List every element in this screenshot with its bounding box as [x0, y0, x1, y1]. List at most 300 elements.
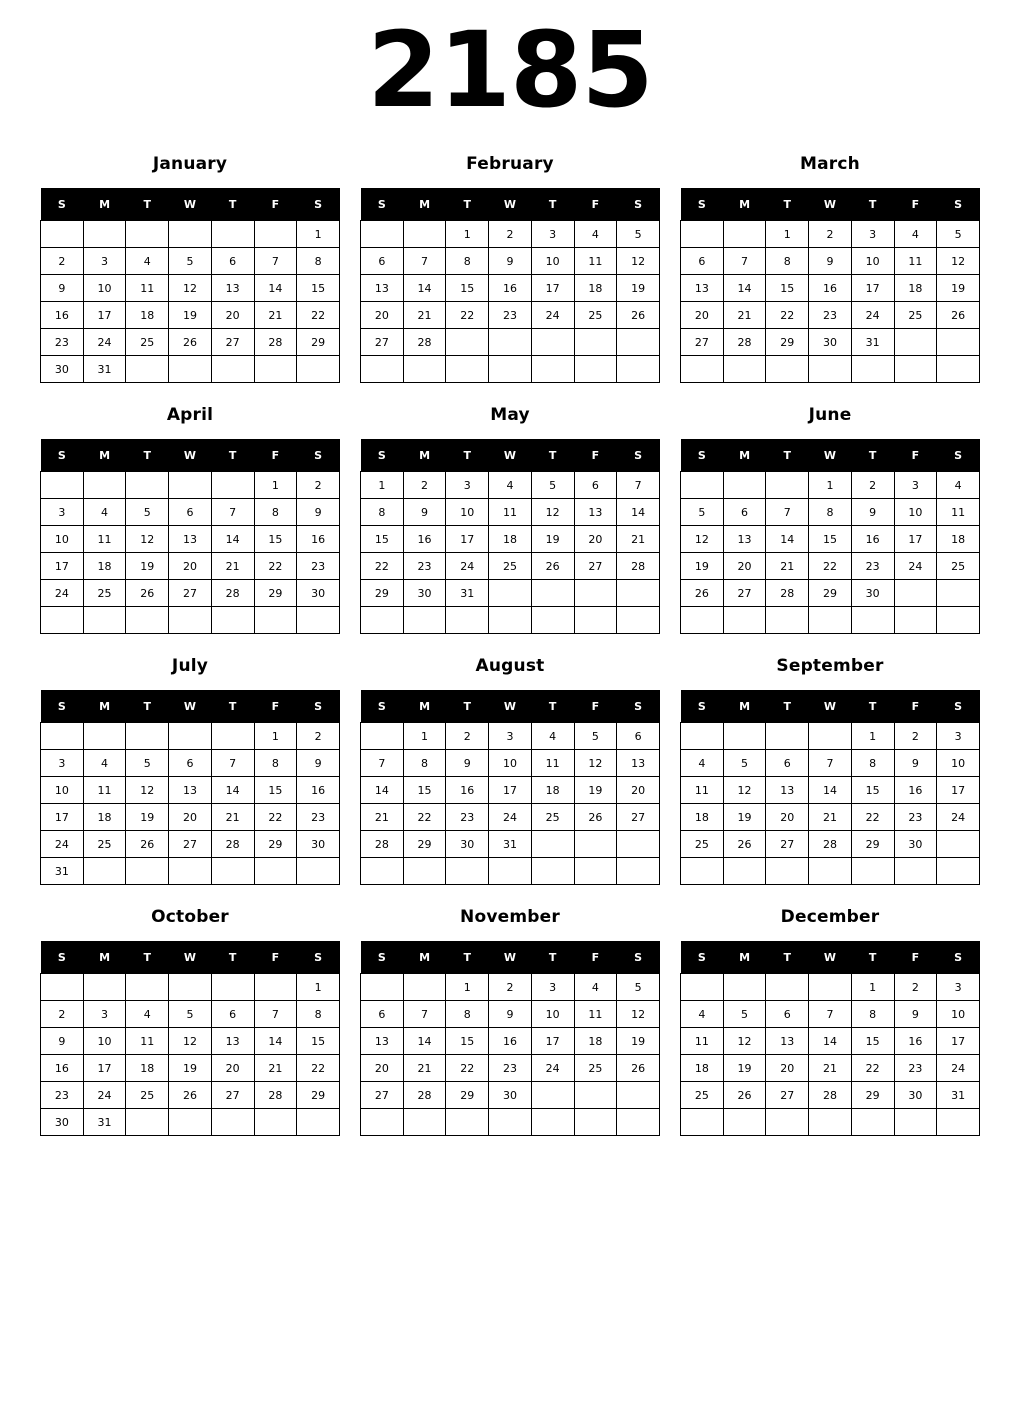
day-cell[interactable]: 5 — [617, 221, 660, 248]
day-cell[interactable]: 1 — [851, 974, 894, 1001]
day-cell[interactable]: 14 — [809, 777, 852, 804]
day-cell[interactable]: 5 — [531, 472, 574, 499]
day-cell[interactable]: 2 — [403, 472, 446, 499]
day-cell[interactable]: 22 — [254, 804, 297, 831]
day-cell[interactable]: 23 — [297, 804, 340, 831]
day-cell[interactable]: 31 — [937, 1082, 980, 1109]
day-cell[interactable]: 16 — [297, 526, 340, 553]
day-cell[interactable]: 27 — [169, 580, 212, 607]
day-cell[interactable]: 3 — [83, 1001, 126, 1028]
day-cell[interactable]: 19 — [723, 804, 766, 831]
day-cell[interactable]: 2 — [41, 248, 84, 275]
day-cell[interactable]: 18 — [126, 302, 169, 329]
day-cell[interactable]: 7 — [254, 248, 297, 275]
day-cell[interactable]: 13 — [169, 526, 212, 553]
day-cell[interactable]: 1 — [446, 221, 489, 248]
day-cell[interactable]: 1 — [809, 472, 852, 499]
day-cell[interactable]: 15 — [297, 1028, 340, 1055]
day-cell[interactable]: 24 — [446, 553, 489, 580]
day-cell[interactable]: 15 — [446, 1028, 489, 1055]
day-cell[interactable]: 26 — [531, 553, 574, 580]
day-cell[interactable]: 15 — [403, 777, 446, 804]
day-cell[interactable]: 18 — [489, 526, 532, 553]
day-cell[interactable]: 11 — [83, 526, 126, 553]
day-cell[interactable]: 9 — [894, 1001, 937, 1028]
day-cell[interactable]: 4 — [83, 499, 126, 526]
day-cell[interactable]: 14 — [723, 275, 766, 302]
day-cell[interactable]: 13 — [211, 1028, 254, 1055]
day-cell[interactable]: 21 — [254, 302, 297, 329]
day-cell[interactable]: 19 — [126, 553, 169, 580]
day-cell[interactable]: 21 — [617, 526, 660, 553]
day-cell[interactable]: 30 — [41, 356, 84, 383]
day-cell[interactable]: 21 — [809, 804, 852, 831]
day-cell[interactable]: 20 — [723, 553, 766, 580]
day-cell[interactable]: 23 — [446, 804, 489, 831]
day-cell[interactable]: 27 — [211, 1082, 254, 1109]
day-cell[interactable]: 17 — [851, 275, 894, 302]
day-cell[interactable]: 10 — [531, 248, 574, 275]
day-cell[interactable]: 5 — [681, 499, 724, 526]
day-cell[interactable]: 19 — [937, 275, 980, 302]
day-cell[interactable]: 13 — [723, 526, 766, 553]
day-cell[interactable]: 23 — [809, 302, 852, 329]
day-cell[interactable]: 27 — [723, 580, 766, 607]
day-cell[interactable]: 22 — [851, 804, 894, 831]
day-cell[interactable]: 9 — [446, 750, 489, 777]
day-cell[interactable]: 13 — [211, 275, 254, 302]
day-cell[interactable]: 7 — [361, 750, 404, 777]
day-cell[interactable]: 12 — [681, 526, 724, 553]
day-cell[interactable]: 23 — [297, 553, 340, 580]
day-cell[interactable]: 15 — [446, 275, 489, 302]
day-cell[interactable]: 25 — [489, 553, 532, 580]
day-cell[interactable]: 8 — [851, 1001, 894, 1028]
day-cell[interactable]: 17 — [531, 1028, 574, 1055]
day-cell[interactable]: 24 — [83, 329, 126, 356]
day-cell[interactable]: 22 — [297, 302, 340, 329]
day-cell[interactable]: 6 — [211, 248, 254, 275]
day-cell[interactable]: 23 — [489, 1055, 532, 1082]
day-cell[interactable]: 8 — [297, 1001, 340, 1028]
day-cell[interactable]: 5 — [126, 499, 169, 526]
day-cell[interactable]: 23 — [41, 1082, 84, 1109]
day-cell[interactable]: 30 — [809, 329, 852, 356]
day-cell[interactable]: 26 — [126, 580, 169, 607]
day-cell[interactable]: 20 — [211, 302, 254, 329]
day-cell[interactable]: 28 — [809, 831, 852, 858]
day-cell[interactable]: 14 — [254, 275, 297, 302]
day-cell[interactable]: 2 — [894, 974, 937, 1001]
day-cell[interactable]: 15 — [851, 777, 894, 804]
day-cell[interactable]: 22 — [403, 804, 446, 831]
day-cell[interactable]: 14 — [403, 1028, 446, 1055]
day-cell[interactable]: 8 — [766, 248, 809, 275]
day-cell[interactable]: 5 — [617, 974, 660, 1001]
day-cell[interactable]: 24 — [41, 831, 84, 858]
day-cell[interactable]: 12 — [723, 1028, 766, 1055]
day-cell[interactable]: 1 — [361, 472, 404, 499]
day-cell[interactable]: 15 — [254, 777, 297, 804]
day-cell[interactable]: 7 — [403, 1001, 446, 1028]
day-cell[interactable]: 18 — [574, 1028, 617, 1055]
day-cell[interactable]: 26 — [617, 302, 660, 329]
day-cell[interactable]: 24 — [489, 804, 532, 831]
day-cell[interactable]: 7 — [254, 1001, 297, 1028]
day-cell[interactable]: 14 — [403, 275, 446, 302]
day-cell[interactable]: 20 — [169, 804, 212, 831]
day-cell[interactable]: 10 — [83, 275, 126, 302]
day-cell[interactable]: 19 — [169, 1055, 212, 1082]
day-cell[interactable]: 6 — [169, 499, 212, 526]
day-cell[interactable]: 9 — [809, 248, 852, 275]
day-cell[interactable]: 23 — [41, 329, 84, 356]
day-cell[interactable]: 25 — [681, 831, 724, 858]
day-cell[interactable]: 14 — [211, 777, 254, 804]
day-cell[interactable]: 4 — [937, 472, 980, 499]
day-cell[interactable]: 19 — [574, 777, 617, 804]
day-cell[interactable]: 25 — [937, 553, 980, 580]
day-cell[interactable]: 28 — [211, 831, 254, 858]
day-cell[interactable]: 28 — [254, 329, 297, 356]
day-cell[interactable]: 13 — [361, 275, 404, 302]
day-cell[interactable]: 30 — [297, 831, 340, 858]
day-cell[interactable]: 15 — [809, 526, 852, 553]
day-cell[interactable]: 2 — [894, 723, 937, 750]
day-cell[interactable]: 12 — [617, 1001, 660, 1028]
day-cell[interactable]: 25 — [894, 302, 937, 329]
day-cell[interactable]: 4 — [681, 1001, 724, 1028]
day-cell[interactable]: 8 — [403, 750, 446, 777]
day-cell[interactable]: 15 — [361, 526, 404, 553]
day-cell[interactable]: 9 — [489, 1001, 532, 1028]
day-cell[interactable]: 6 — [681, 248, 724, 275]
day-cell[interactable]: 9 — [297, 499, 340, 526]
day-cell[interactable]: 8 — [254, 750, 297, 777]
day-cell[interactable]: 21 — [723, 302, 766, 329]
day-cell[interactable]: 26 — [681, 580, 724, 607]
day-cell[interactable]: 21 — [403, 302, 446, 329]
day-cell[interactable]: 21 — [211, 553, 254, 580]
day-cell[interactable]: 17 — [41, 804, 84, 831]
day-cell[interactable]: 12 — [574, 750, 617, 777]
day-cell[interactable]: 11 — [681, 777, 724, 804]
day-cell[interactable]: 8 — [446, 248, 489, 275]
day-cell[interactable]: 18 — [574, 275, 617, 302]
day-cell[interactable]: 27 — [361, 329, 404, 356]
day-cell[interactable]: 14 — [211, 526, 254, 553]
day-cell[interactable]: 3 — [851, 221, 894, 248]
day-cell[interactable]: 11 — [894, 248, 937, 275]
day-cell[interactable]: 19 — [617, 1028, 660, 1055]
day-cell[interactable]: 4 — [681, 750, 724, 777]
day-cell[interactable]: 25 — [83, 580, 126, 607]
day-cell[interactable]: 31 — [83, 356, 126, 383]
day-cell[interactable]: 11 — [681, 1028, 724, 1055]
day-cell[interactable]: 5 — [723, 1001, 766, 1028]
day-cell[interactable]: 23 — [489, 302, 532, 329]
day-cell[interactable]: 15 — [254, 526, 297, 553]
day-cell[interactable]: 17 — [83, 302, 126, 329]
day-cell[interactable]: 24 — [894, 553, 937, 580]
day-cell[interactable]: 11 — [937, 499, 980, 526]
day-cell[interactable]: 31 — [41, 858, 84, 885]
day-cell[interactable]: 22 — [766, 302, 809, 329]
day-cell[interactable]: 23 — [894, 804, 937, 831]
day-cell[interactable]: 17 — [489, 777, 532, 804]
day-cell[interactable]: 31 — [851, 329, 894, 356]
day-cell[interactable]: 9 — [489, 248, 532, 275]
day-cell[interactable]: 30 — [297, 580, 340, 607]
day-cell[interactable]: 4 — [574, 221, 617, 248]
day-cell[interactable]: 24 — [937, 804, 980, 831]
day-cell[interactable]: 28 — [254, 1082, 297, 1109]
day-cell[interactable]: 28 — [766, 580, 809, 607]
day-cell[interactable]: 29 — [851, 831, 894, 858]
day-cell[interactable]: 12 — [126, 526, 169, 553]
day-cell[interactable]: 6 — [211, 1001, 254, 1028]
day-cell[interactable]: 16 — [41, 1055, 84, 1082]
day-cell[interactable]: 1 — [851, 723, 894, 750]
day-cell[interactable]: 30 — [41, 1109, 84, 1136]
day-cell[interactable]: 11 — [489, 499, 532, 526]
day-cell[interactable]: 17 — [894, 526, 937, 553]
day-cell[interactable]: 12 — [169, 275, 212, 302]
day-cell[interactable]: 21 — [254, 1055, 297, 1082]
day-cell[interactable]: 30 — [894, 1082, 937, 1109]
day-cell[interactable]: 20 — [169, 553, 212, 580]
day-cell[interactable]: 16 — [403, 526, 446, 553]
day-cell[interactable]: 5 — [937, 221, 980, 248]
day-cell[interactable]: 20 — [766, 804, 809, 831]
day-cell[interactable]: 2 — [489, 974, 532, 1001]
day-cell[interactable]: 13 — [361, 1028, 404, 1055]
day-cell[interactable]: 13 — [766, 777, 809, 804]
day-cell[interactable]: 19 — [681, 553, 724, 580]
day-cell[interactable]: 10 — [851, 248, 894, 275]
day-cell[interactable]: 16 — [41, 302, 84, 329]
day-cell[interactable]: 6 — [766, 1001, 809, 1028]
day-cell[interactable]: 3 — [41, 750, 84, 777]
day-cell[interactable]: 4 — [574, 974, 617, 1001]
day-cell[interactable]: 19 — [531, 526, 574, 553]
day-cell[interactable]: 29 — [297, 329, 340, 356]
day-cell[interactable]: 29 — [403, 831, 446, 858]
day-cell[interactable]: 13 — [169, 777, 212, 804]
day-cell[interactable]: 21 — [809, 1055, 852, 1082]
day-cell[interactable]: 29 — [809, 580, 852, 607]
day-cell[interactable]: 10 — [531, 1001, 574, 1028]
day-cell[interactable]: 2 — [489, 221, 532, 248]
day-cell[interactable]: 25 — [681, 1082, 724, 1109]
day-cell[interactable]: 22 — [254, 553, 297, 580]
day-cell[interactable]: 18 — [531, 777, 574, 804]
day-cell[interactable]: 25 — [574, 302, 617, 329]
day-cell[interactable]: 28 — [211, 580, 254, 607]
day-cell[interactable]: 11 — [126, 1028, 169, 1055]
day-cell[interactable]: 28 — [403, 329, 446, 356]
day-cell[interactable]: 30 — [446, 831, 489, 858]
day-cell[interactable]: 28 — [403, 1082, 446, 1109]
day-cell[interactable]: 2 — [297, 472, 340, 499]
day-cell[interactable]: 27 — [361, 1082, 404, 1109]
day-cell[interactable]: 3 — [894, 472, 937, 499]
day-cell[interactable]: 7 — [617, 472, 660, 499]
day-cell[interactable]: 29 — [361, 580, 404, 607]
day-cell[interactable]: 8 — [809, 499, 852, 526]
day-cell[interactable]: 28 — [361, 831, 404, 858]
day-cell[interactable]: 20 — [361, 1055, 404, 1082]
day-cell[interactable]: 3 — [937, 723, 980, 750]
day-cell[interactable]: 17 — [83, 1055, 126, 1082]
day-cell[interactable]: 16 — [894, 1028, 937, 1055]
day-cell[interactable]: 4 — [126, 248, 169, 275]
day-cell[interactable]: 16 — [894, 777, 937, 804]
day-cell[interactable]: 5 — [723, 750, 766, 777]
day-cell[interactable]: 29 — [446, 1082, 489, 1109]
day-cell[interactable]: 9 — [894, 750, 937, 777]
day-cell[interactable]: 25 — [83, 831, 126, 858]
day-cell[interactable]: 16 — [489, 275, 532, 302]
day-cell[interactable]: 19 — [723, 1055, 766, 1082]
day-cell[interactable]: 5 — [169, 248, 212, 275]
day-cell[interactable]: 13 — [574, 499, 617, 526]
day-cell[interactable]: 26 — [617, 1055, 660, 1082]
day-cell[interactable]: 11 — [574, 1001, 617, 1028]
day-cell[interactable]: 21 — [766, 553, 809, 580]
day-cell[interactable]: 12 — [723, 777, 766, 804]
day-cell[interactable]: 1 — [297, 974, 340, 1001]
day-cell[interactable]: 19 — [126, 804, 169, 831]
day-cell[interactable]: 1 — [254, 723, 297, 750]
day-cell[interactable]: 26 — [937, 302, 980, 329]
day-cell[interactable]: 30 — [403, 580, 446, 607]
day-cell[interactable]: 20 — [681, 302, 724, 329]
day-cell[interactable]: 1 — [403, 723, 446, 750]
day-cell[interactable]: 29 — [254, 580, 297, 607]
day-cell[interactable]: 24 — [83, 1082, 126, 1109]
day-cell[interactable]: 7 — [211, 750, 254, 777]
day-cell[interactable]: 22 — [851, 1055, 894, 1082]
day-cell[interactable]: 27 — [681, 329, 724, 356]
day-cell[interactable]: 8 — [254, 499, 297, 526]
day-cell[interactable]: 17 — [446, 526, 489, 553]
day-cell[interactable]: 5 — [126, 750, 169, 777]
day-cell[interactable]: 3 — [489, 723, 532, 750]
day-cell[interactable]: 18 — [126, 1055, 169, 1082]
day-cell[interactable]: 13 — [766, 1028, 809, 1055]
day-cell[interactable]: 26 — [723, 1082, 766, 1109]
day-cell[interactable]: 23 — [403, 553, 446, 580]
day-cell[interactable]: 21 — [403, 1055, 446, 1082]
day-cell[interactable]: 18 — [83, 553, 126, 580]
day-cell[interactable]: 27 — [766, 1082, 809, 1109]
day-cell[interactable]: 16 — [489, 1028, 532, 1055]
day-cell[interactable]: 26 — [126, 831, 169, 858]
day-cell[interactable]: 26 — [723, 831, 766, 858]
day-cell[interactable]: 13 — [681, 275, 724, 302]
day-cell[interactable]: 1 — [766, 221, 809, 248]
day-cell[interactable]: 15 — [766, 275, 809, 302]
day-cell[interactable]: 3 — [531, 974, 574, 1001]
day-cell[interactable]: 16 — [851, 526, 894, 553]
day-cell[interactable]: 1 — [446, 974, 489, 1001]
day-cell[interactable]: 18 — [894, 275, 937, 302]
day-cell[interactable]: 30 — [851, 580, 894, 607]
day-cell[interactable]: 19 — [169, 302, 212, 329]
day-cell[interactable]: 31 — [489, 831, 532, 858]
day-cell[interactable]: 22 — [809, 553, 852, 580]
day-cell[interactable]: 9 — [41, 1028, 84, 1055]
day-cell[interactable]: 6 — [361, 248, 404, 275]
day-cell[interactable]: 14 — [766, 526, 809, 553]
day-cell[interactable]: 18 — [937, 526, 980, 553]
day-cell[interactable]: 27 — [617, 804, 660, 831]
day-cell[interactable]: 15 — [851, 1028, 894, 1055]
day-cell[interactable]: 1 — [254, 472, 297, 499]
day-cell[interactable]: 4 — [894, 221, 937, 248]
day-cell[interactable]: 9 — [851, 499, 894, 526]
day-cell[interactable]: 25 — [574, 1055, 617, 1082]
day-cell[interactable]: 6 — [723, 499, 766, 526]
day-cell[interactable]: 19 — [617, 275, 660, 302]
day-cell[interactable]: 8 — [361, 499, 404, 526]
day-cell[interactable]: 11 — [574, 248, 617, 275]
day-cell[interactable]: 3 — [41, 499, 84, 526]
day-cell[interactable]: 4 — [83, 750, 126, 777]
day-cell[interactable]: 16 — [446, 777, 489, 804]
day-cell[interactable]: 10 — [937, 750, 980, 777]
day-cell[interactable]: 10 — [83, 1028, 126, 1055]
day-cell[interactable]: 26 — [169, 329, 212, 356]
day-cell[interactable]: 5 — [574, 723, 617, 750]
day-cell[interactable]: 8 — [446, 1001, 489, 1028]
day-cell[interactable]: 8 — [851, 750, 894, 777]
day-cell[interactable]: 22 — [446, 302, 489, 329]
day-cell[interactable]: 27 — [211, 329, 254, 356]
day-cell[interactable]: 30 — [489, 1082, 532, 1109]
day-cell[interactable]: 12 — [169, 1028, 212, 1055]
day-cell[interactable]: 10 — [446, 499, 489, 526]
day-cell[interactable]: 20 — [361, 302, 404, 329]
day-cell[interactable]: 30 — [894, 831, 937, 858]
day-cell[interactable]: 11 — [126, 275, 169, 302]
day-cell[interactable]: 27 — [574, 553, 617, 580]
day-cell[interactable]: 4 — [489, 472, 532, 499]
day-cell[interactable]: 26 — [574, 804, 617, 831]
day-cell[interactable]: 27 — [169, 831, 212, 858]
day-cell[interactable]: 24 — [41, 580, 84, 607]
day-cell[interactable]: 23 — [851, 553, 894, 580]
day-cell[interactable]: 13 — [617, 750, 660, 777]
day-cell[interactable]: 9 — [297, 750, 340, 777]
day-cell[interactable]: 1 — [297, 221, 340, 248]
day-cell[interactable]: 14 — [361, 777, 404, 804]
day-cell[interactable]: 25 — [126, 1082, 169, 1109]
day-cell[interactable]: 10 — [489, 750, 532, 777]
day-cell[interactable]: 29 — [851, 1082, 894, 1109]
day-cell[interactable]: 24 — [937, 1055, 980, 1082]
day-cell[interactable]: 5 — [169, 1001, 212, 1028]
day-cell[interactable]: 14 — [809, 1028, 852, 1055]
day-cell[interactable]: 10 — [894, 499, 937, 526]
day-cell[interactable]: 2 — [297, 723, 340, 750]
day-cell[interactable]: 20 — [574, 526, 617, 553]
day-cell[interactable]: 11 — [531, 750, 574, 777]
day-cell[interactable]: 16 — [809, 275, 852, 302]
day-cell[interactable]: 20 — [617, 777, 660, 804]
day-cell[interactable]: 29 — [254, 831, 297, 858]
